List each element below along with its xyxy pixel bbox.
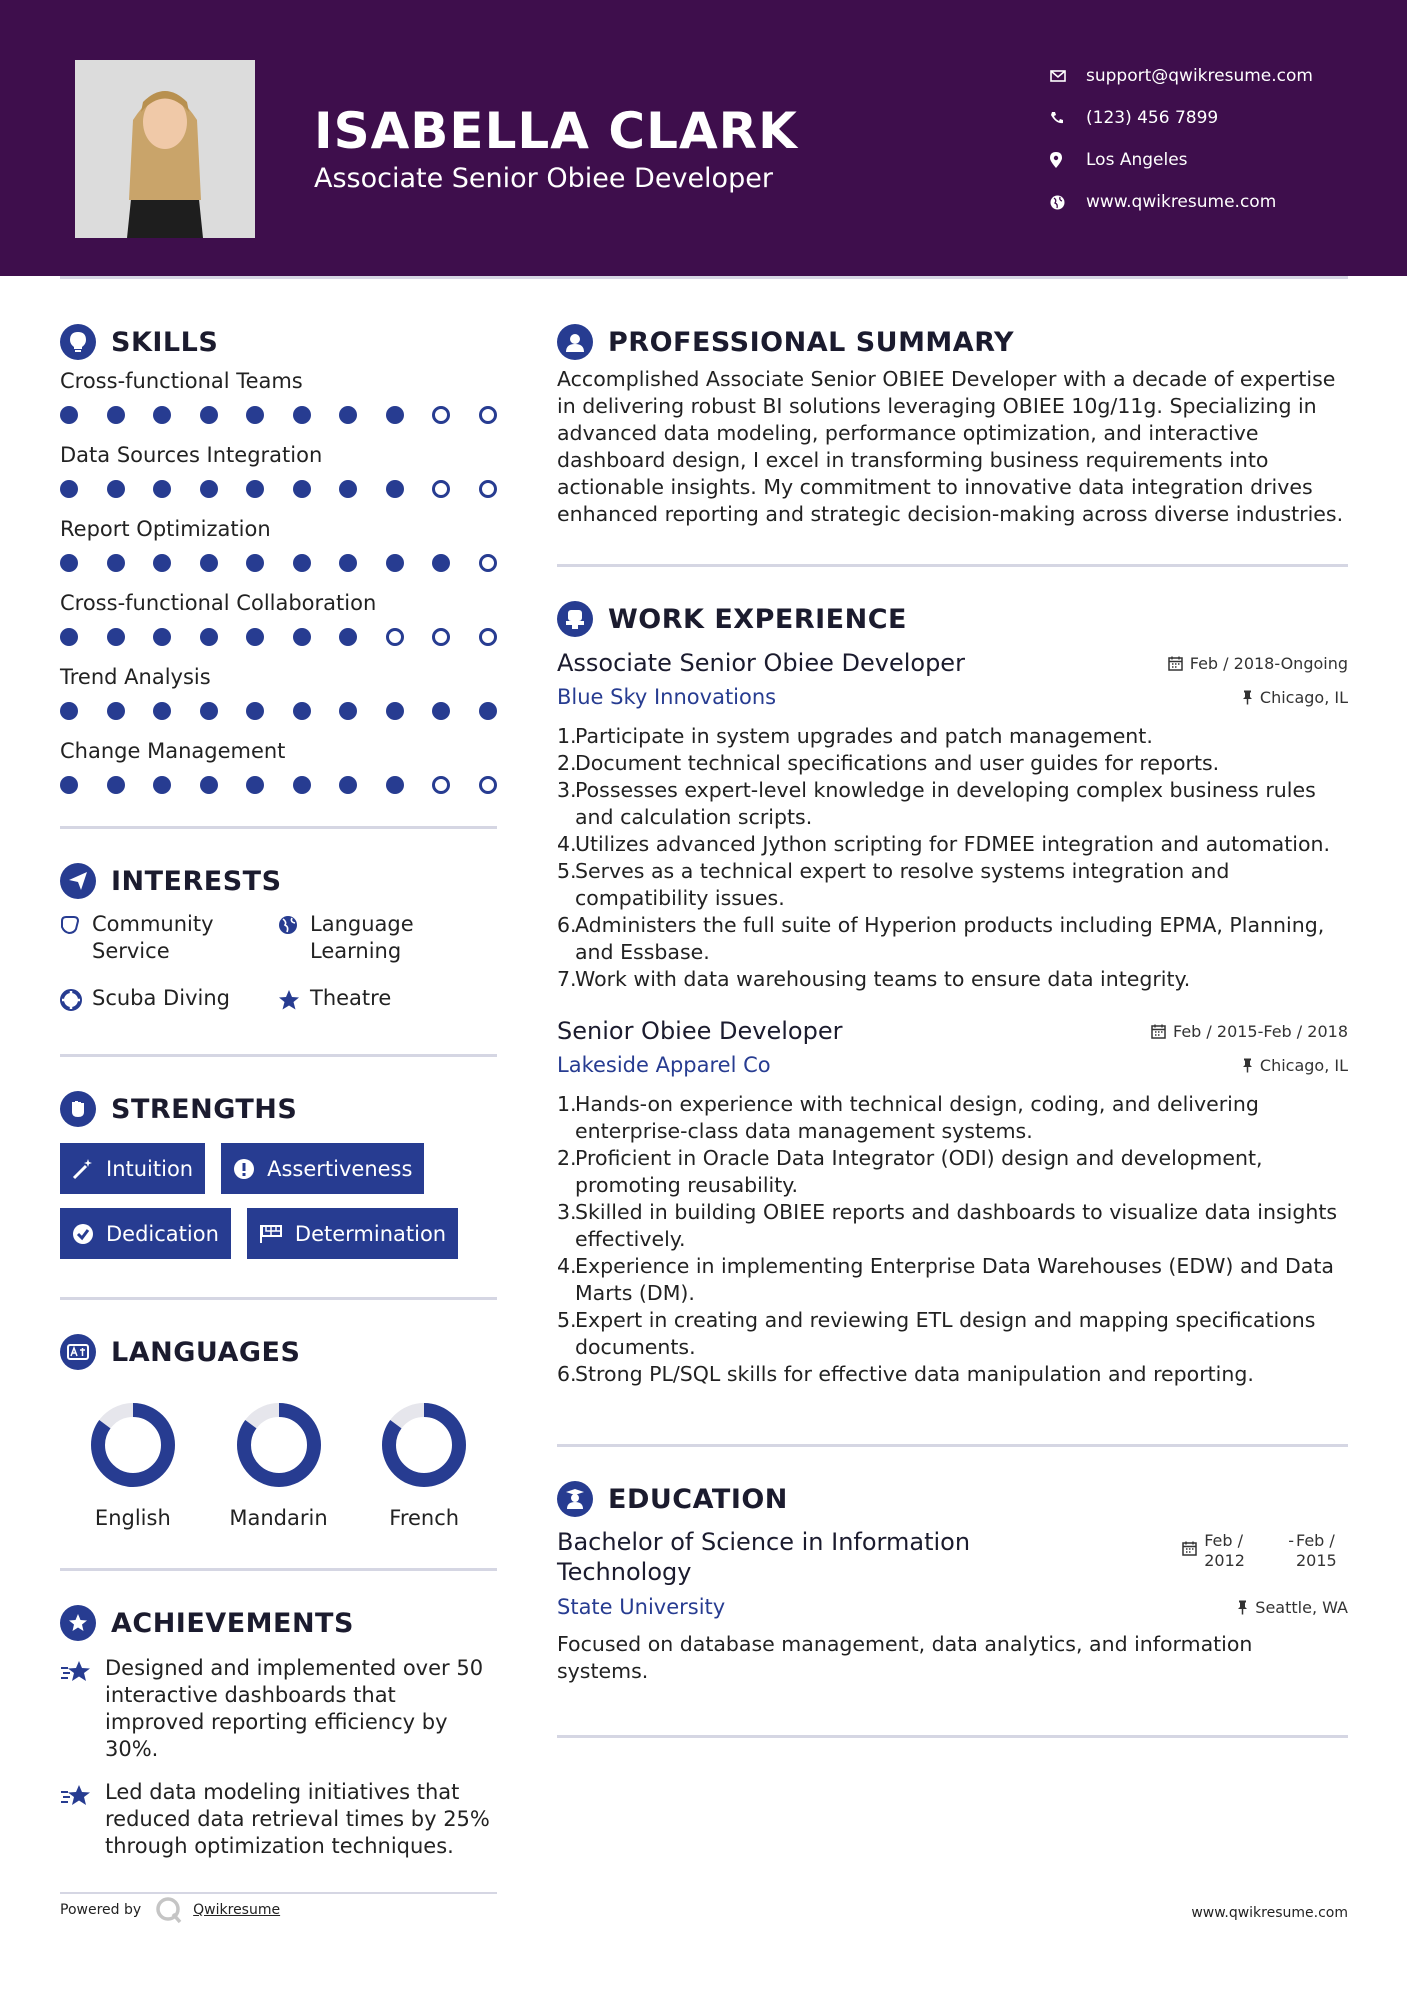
rating-dot-filled — [339, 776, 357, 794]
strength-badge — [60, 1208, 231, 1259]
job-location — [1242, 688, 1348, 707]
summary-text: Accomplished Associate Senior OBIEE Developer with a decade of expertise in delivering robust BI solutions leveraging OBIEE 10g/11g. Specializing in advanced data modeling, performance optimization, and interactive dashboard design, I excel in transforming business requirements into actionable insights. My commitment to innovative data integration drives enhanced reporting and strategic decision-making across diverse industries. — [557, 367, 1344, 526]
job-dates-text: Feb / 2015-Feb / 2018 — [1173, 1021, 1348, 1041]
rating-dot-empty — [479, 406, 497, 424]
list-item: 7. Work with data warehousing teams to ensure data integrity. — [557, 967, 1191, 991]
interests-heading — [60, 859, 497, 903]
job-title: Senior Obiee Developer — [557, 1017, 843, 1045]
summary-heading — [557, 320, 1348, 364]
contact-website-text: www.qwikresume.com — [1086, 192, 1277, 212]
language-proficiency-ring — [381, 1402, 467, 1488]
education-title: EDUCATION — [608, 1483, 788, 1515]
section-divider — [60, 1568, 497, 1571]
rating-dot-filled — [339, 702, 357, 720]
language-name: English — [94, 1506, 171, 1530]
rating-dot-filled — [153, 628, 171, 646]
candidate-name: ISABELLA CLARK — [314, 102, 798, 160]
rating-dot-filled — [107, 776, 125, 794]
job-entry — [557, 1017, 1348, 1388]
education-location — [1237, 1598, 1348, 1617]
rating-dot-filled — [60, 406, 78, 424]
rating-dot-empty — [479, 480, 497, 498]
rating-dot-filled — [60, 702, 78, 720]
rating-dot-filled — [107, 406, 125, 424]
profile-photo — [75, 60, 255, 238]
rating-dot-filled — [153, 702, 171, 720]
languages-title: LANGUAGES — [111, 1336, 301, 1368]
achievement-text: Led data modeling initiatives that reduced data retrieval times by 25% through optimization techniques. — [105, 1780, 490, 1858]
job-location-text: Chicago, IL — [1259, 687, 1348, 707]
skill-item — [60, 364, 497, 438]
education-start: Feb / 2012 — [1204, 1531, 1245, 1570]
skill-rating — [60, 768, 497, 808]
school-name: State University — [557, 1595, 726, 1619]
strength-label: Assertiveness — [267, 1156, 413, 1181]
rating-dot-filled — [246, 628, 264, 646]
rating-dot-empty — [432, 776, 450, 794]
languages-heading — [60, 1330, 497, 1374]
rating-dot-filled — [107, 628, 125, 646]
job-header — [557, 1017, 1348, 1045]
profile-photo-image — [75, 60, 255, 238]
graduate-icon — [557, 1481, 593, 1517]
skill-item — [60, 660, 497, 734]
rating-dot-empty — [479, 554, 497, 572]
list-item: 4. Utilizes advanced Jython scripting for FDMEE integration and automation. — [557, 832, 1331, 856]
skill-name: Cross-functional Collaboration — [60, 591, 377, 615]
section-divider — [557, 1735, 1348, 1738]
rating-dot-filled — [60, 776, 78, 794]
skills-heading — [60, 320, 497, 364]
list-item: 1. Participate in system upgrades and patch management. — [557, 724, 1153, 748]
star-icon — [278, 985, 310, 1018]
education-description: Focused on database management, data analytics, and information systems. — [557, 1632, 1253, 1683]
list-item: 4. Experience in implementing Enterprise Data Warehouses (EDW) and Data Marts (DM). — [557, 1254, 1334, 1305]
education-location-text: Seattle, WA — [1255, 1597, 1348, 1617]
rating-dot-filled — [153, 554, 171, 572]
list-item: 1. Hands-on experience with technical design, coding, and delivering enterprise-class data management systems. — [557, 1092, 1259, 1143]
footer-branding — [60, 1896, 280, 1924]
pushpin-icon — [1242, 690, 1253, 705]
contact-email[interactable] — [1050, 55, 1313, 97]
contact-phone[interactable] — [1050, 97, 1313, 139]
interest-item — [278, 911, 497, 965]
interest-item — [278, 985, 497, 1018]
language-proficiency-ring — [90, 1402, 176, 1488]
shooting-star-icon — [60, 1779, 105, 1813]
rating-dot-filled — [246, 702, 264, 720]
company-name: Lakeside Apparel Co — [557, 1053, 771, 1077]
skills-list — [60, 364, 497, 808]
degree-name: Bachelor of Science in Information Technology — [557, 1528, 971, 1586]
rating-dot-filled — [200, 776, 218, 794]
phone-icon — [1050, 111, 1086, 125]
language-item — [60, 1402, 206, 1530]
rating-dot-filled — [386, 702, 404, 720]
user-icon — [557, 324, 593, 360]
rating-dot-filled — [293, 480, 311, 498]
rating-dot-filled — [200, 406, 218, 424]
section-divider — [557, 1444, 1348, 1447]
skill-name: Data Sources Integration — [60, 443, 323, 467]
rating-dot-filled — [432, 702, 450, 720]
resume-header — [0, 0, 1407, 276]
job-dates — [1168, 654, 1348, 673]
left-column — [60, 320, 497, 1860]
qwikresume-link[interactable]: Qwikresume — [193, 1902, 281, 1918]
contact-website[interactable] — [1050, 181, 1313, 223]
rating-dot-filled — [432, 554, 450, 572]
rating-dot-filled — [293, 776, 311, 794]
summary-title: PROFESSIONAL SUMMARY — [608, 326, 1015, 358]
rating-dot-filled — [60, 554, 78, 572]
education-header — [557, 1527, 1348, 1587]
rating-dot-filled — [246, 554, 264, 572]
education-heading — [557, 1477, 1348, 1521]
section-divider — [60, 826, 497, 829]
rating-dot-filled — [246, 406, 264, 424]
lightbulb-icon — [60, 324, 96, 360]
language-item — [206, 1402, 352, 1530]
strength-label: Determination — [294, 1221, 447, 1246]
list-item: 3. Skilled in building OBIEE reports and dashboards to visualize data insights effectively. — [557, 1200, 1338, 1251]
envelope-icon — [1050, 70, 1086, 82]
rating-dot-empty — [432, 628, 450, 646]
rating-dot-filled — [153, 480, 171, 498]
header-divider — [60, 276, 1348, 279]
interests-title: INTERESTS — [111, 865, 282, 897]
section-divider — [557, 564, 1348, 567]
rating-dot-filled — [339, 628, 357, 646]
skill-rating — [60, 694, 497, 734]
job-responsibilities — [557, 1091, 1348, 1388]
skill-rating — [60, 620, 497, 660]
strength-label: Intuition — [106, 1156, 194, 1181]
calendar-icon — [1168, 656, 1183, 671]
briefcase-icon — [557, 601, 593, 637]
work-title: WORK EXPERIENCE — [608, 603, 907, 635]
skill-rating — [60, 546, 497, 586]
paper-plane-icon — [60, 863, 96, 899]
job-dates — [1151, 1022, 1348, 1041]
contact-email-text: support@qwikresume.com — [1086, 66, 1313, 86]
strength-label: Dedication — [106, 1221, 219, 1246]
skill-item — [60, 438, 497, 512]
language-name: Mandarin — [229, 1506, 328, 1530]
lifebuoy-icon — [60, 985, 92, 1018]
rating-dot-filled — [107, 702, 125, 720]
interest-label: Scuba Diving — [92, 986, 230, 1010]
job-responsibilities — [557, 723, 1348, 993]
skill-rating — [60, 398, 497, 438]
rating-dot-empty — [432, 480, 450, 498]
rating-dot-filled — [200, 554, 218, 572]
star-badge-icon — [60, 1605, 96, 1641]
rating-dot-filled — [153, 406, 171, 424]
rating-dot-filled — [153, 776, 171, 794]
education-dates — [1182, 1531, 1348, 1571]
candidate-title: Associate Senior Obiee Developer — [314, 163, 773, 194]
strengths-heading — [60, 1087, 497, 1131]
rating-dot-filled — [293, 702, 311, 720]
rating-dot-filled — [107, 554, 125, 572]
strengths-title: STRENGTHS — [111, 1093, 298, 1125]
qwikresume-logo-icon — [155, 1896, 183, 1924]
rating-dot-filled — [200, 628, 218, 646]
section-divider — [60, 1054, 497, 1057]
job-subheader — [557, 1053, 1348, 1077]
skill-item — [60, 586, 497, 660]
flag-icon — [259, 1224, 283, 1244]
job-entry — [557, 649, 1348, 993]
rating-dot-filled — [386, 554, 404, 572]
section-divider — [60, 1297, 497, 1300]
rating-dot-filled — [200, 480, 218, 498]
exclamation-circle-icon — [233, 1158, 255, 1180]
contact-phone-text: (123) 456 7899 — [1086, 108, 1219, 128]
achievement-text: Designed and implemented over 50 interactive dashboards that improved reporting efficiency by 30%. — [105, 1656, 484, 1761]
rating-dot-filled — [293, 628, 311, 646]
calendar-icon — [1151, 1024, 1166, 1039]
contact-list — [1050, 55, 1313, 223]
list-item: 2. Document technical specifications and user guides for reports. — [557, 751, 1220, 775]
job-subheader — [557, 685, 1348, 709]
skill-item — [60, 512, 497, 586]
skill-item — [60, 734, 497, 808]
rating-dot-filled — [386, 480, 404, 498]
list-item: 6. Administers the full suite of Hyperion products including EPMA, Planning, and Essbase. — [557, 913, 1325, 964]
skills-title: SKILLS — [111, 326, 219, 358]
job-dates-text: Feb / 2018-Ongoing — [1189, 653, 1348, 673]
translate-icon — [60, 1334, 96, 1370]
achievements-list — [60, 1655, 497, 1860]
rating-dot-empty — [479, 776, 497, 794]
magic-wand-icon — [72, 1158, 94, 1180]
interest-label: Language Learning — [310, 912, 414, 963]
rating-dot-filled — [386, 406, 404, 424]
rating-dot-filled — [479, 702, 497, 720]
strength-badge — [60, 1143, 205, 1194]
rating-dot-filled — [386, 776, 404, 794]
job-title: Associate Senior Obiee Developer — [557, 649, 965, 677]
achievements-title: ACHIEVEMENTS — [111, 1607, 354, 1639]
right-column — [557, 320, 1348, 1738]
shooting-star-icon — [60, 1655, 105, 1689]
job-location — [1242, 1056, 1348, 1075]
globe-icon — [1050, 195, 1086, 210]
rating-dot-filled — [339, 480, 357, 498]
location-pin-icon — [1050, 152, 1086, 168]
language-item — [351, 1402, 497, 1530]
job-location-text: Chicago, IL — [1259, 1055, 1348, 1075]
achievements-heading — [60, 1601, 497, 1645]
fist-icon — [60, 1091, 96, 1127]
job-header — [557, 649, 1348, 677]
pushpin-icon — [1237, 1600, 1248, 1615]
rating-dot-empty — [432, 406, 450, 424]
rating-dot-filled — [246, 776, 264, 794]
footer-divider — [60, 1892, 497, 1894]
globe-icon — [278, 911, 310, 942]
skill-name: Cross-functional Teams — [60, 369, 303, 393]
strength-badge — [247, 1208, 458, 1259]
rating-dot-filled — [339, 554, 357, 572]
strength-badge — [221, 1143, 424, 1194]
list-item: 2. Proficient in Oracle Data Integrator (ODI) design and development, promoting reusability. — [557, 1146, 1263, 1197]
check-circle-icon — [72, 1223, 94, 1245]
footer-website[interactable]: www.qwikresume.com — [1191, 1905, 1348, 1921]
contact-location — [1050, 139, 1313, 181]
education-subheader — [557, 1595, 1348, 1619]
hand-icon — [60, 911, 92, 942]
interest-label: Community Service — [92, 912, 214, 963]
achievement-item — [60, 1779, 497, 1860]
interest-item — [60, 911, 278, 965]
language-name: French — [389, 1506, 460, 1530]
education-entry — [557, 1527, 1348, 1685]
rating-dot-filled — [339, 406, 357, 424]
interest-item — [60, 985, 278, 1018]
languages-list — [60, 1402, 497, 1530]
company-name: Blue Sky Innovations — [557, 685, 777, 709]
education-end: Feb / 2015 — [1296, 1531, 1337, 1570]
calendar-icon — [1182, 1541, 1197, 1556]
skill-rating — [60, 472, 497, 512]
skill-name: Change Management — [60, 739, 286, 763]
language-proficiency-ring — [236, 1402, 322, 1488]
rating-dot-filled — [60, 480, 78, 498]
achievement-item — [60, 1655, 497, 1763]
strengths-list — [60, 1143, 497, 1273]
education-date-separator: - — [1288, 1531, 1294, 1550]
interest-label: Theatre — [310, 986, 392, 1010]
work-heading — [557, 597, 1348, 641]
rating-dot-filled — [293, 554, 311, 572]
list-item: 3. Possesses expert-level knowledge in developing complex business rules and calculation scripts. — [557, 778, 1316, 829]
contact-location-text: Los Angeles — [1086, 150, 1188, 170]
rating-dot-filled — [107, 480, 125, 498]
rating-dot-filled — [246, 480, 264, 498]
skill-name: Trend Analysis — [60, 665, 211, 689]
interests-list — [60, 911, 497, 1018]
rating-dot-empty — [386, 628, 404, 646]
powered-by-label: Powered by — [60, 1902, 142, 1918]
skill-name: Report Optimization — [60, 517, 271, 541]
rating-dot-filled — [60, 628, 78, 646]
list-item: 5. Expert in creating and reviewing ETL design and mapping specifications documents. — [557, 1308, 1316, 1359]
pushpin-icon — [1242, 1058, 1253, 1073]
list-item: 5. Serves as a technical expert to resolve systems integration and compatibility issues. — [557, 859, 1230, 910]
rating-dot-empty — [479, 628, 497, 646]
rating-dot-filled — [200, 702, 218, 720]
list-item: 6. Strong PL/SQL skills for effective data manipulation and reporting. — [557, 1362, 1254, 1386]
rating-dot-filled — [293, 406, 311, 424]
